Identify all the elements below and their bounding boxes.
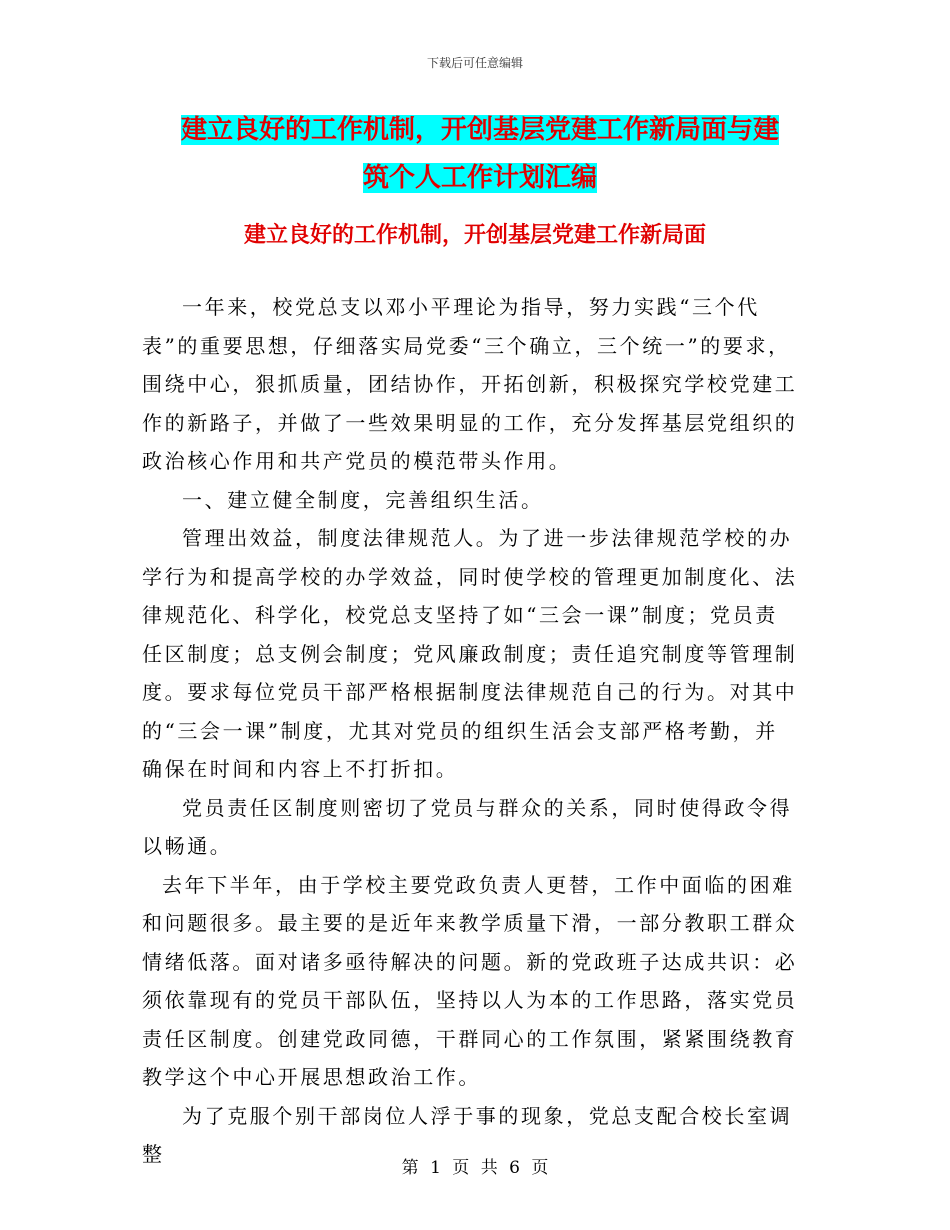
paragraph-4: 党员责任区制度则密切了党员与群众的关系，同时使得政令得以畅通。 xyxy=(142,795,793,858)
document-title-line-1: 建立良好的工作机制，开创基层党建工作新局面与建 xyxy=(180,115,779,145)
page-header-note: 下载后可任意编辑 xyxy=(426,56,523,70)
page-number-footer: 第 1 页 共 6 页 xyxy=(401,1158,549,1178)
document-title-line-2: 筑个人工作计划汇编 xyxy=(362,163,597,193)
paragraph-5: 去年下半年，由于学校主要党政负责人更替，工作中面临的困难和问题很多。最主要的是近年来教学质量下滑，一部分教职工群众情绪低落。面对诸多亟待解决的问题。新的党政班子达成共识：必须依靠现有的党员干部队伍，坚持以人为本的工作思路，落实党员责任区制度。创建党政同德，干群同心的工作氛围，紧紧围绕教育教学这个中心开展思想政治工作。 xyxy=(142,872,798,1089)
paragraph-6: 为了克服个别干部岗位人浮于事的现象，党总支配合校长室调整 xyxy=(142,1103,793,1166)
section-title: 建立良好的工作机制，开创基层党建工作新局面 xyxy=(243,223,706,248)
document-body xyxy=(142,288,798,1174)
paragraph-1: 一年来，校党总支以邓小平理论为指导，努力实践“三个代表”的重要思想，仔细落实局党委“三个确立，三个统一”的要求，围绕中心，狠抓质量，团结协作，开拓创新，积极探究学校党建工作的新路子，并做了一些效果明显的工作，充分发挥基层党组织的政治核心作用和共产党员的模范带头作用。 xyxy=(142,295,798,473)
paragraph-2-heading: 一、建立健全制度，完善组织生活。 xyxy=(182,487,544,512)
paragraph-3: 管理出效益，制度法律规范人。为了进一步法律规范学校的办学行为和提高学校的办学效益，同时使学校的管理更加制度化、法律规范化、科学化，校党总支坚持了如“三会一课”制度；党员责任区制度；总支例会制度；党风廉政制度；责任追究制度等管理制度。要求每位党员干部严格根据制度法律规范自己的行为。对其中的“三会一课”制度，尤其对党员的组织生活会支部严格考勤，并确保在时间和内容上不打折扣。 xyxy=(142,526,798,781)
document-title xyxy=(150,106,810,202)
